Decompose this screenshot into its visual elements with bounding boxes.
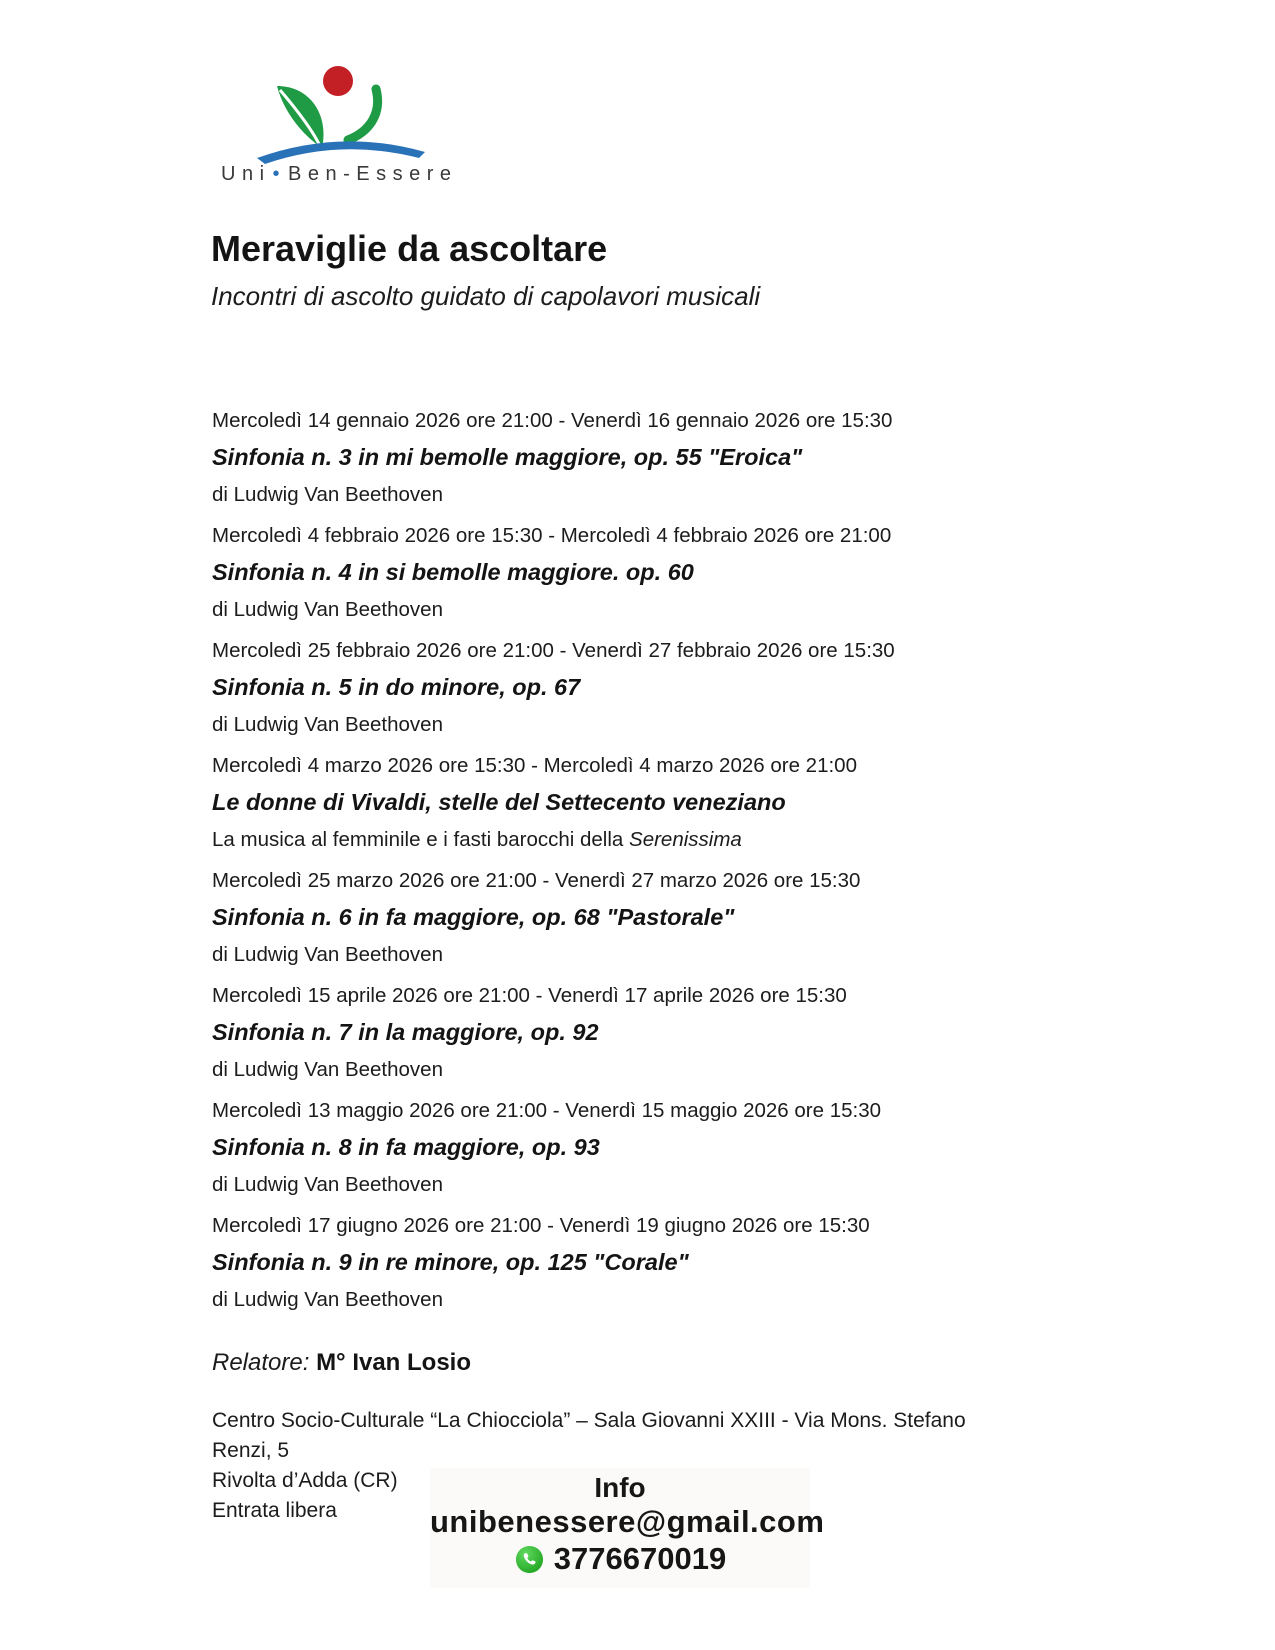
logo-text-uni: Uni <box>221 163 271 185</box>
event-title: Sinfonia n. 3 in mi bemolle maggiore, op. 55 "Eroica" <box>212 444 803 470</box>
venue-admission: Entrata libera <box>212 1499 337 1522</box>
event-title: Sinfonia n. 8 in fa maggiore, op. 93 <box>212 1134 600 1160</box>
page-subtitle: Incontri di ascolto guidato di capolavori musicali <box>211 281 761 311</box>
event-item <box>212 747 1062 858</box>
event-title: Sinfonia n. 6 in fa maggiore, op. 68 "Pastorale" <box>212 904 735 930</box>
event-date: Mercoledì 13 maggio 2026 ore 21:00 - Venerdì 15 maggio 2026 ore 15:30 <box>212 1099 881 1122</box>
info-heading: Info <box>594 1472 646 1503</box>
event-date: Mercoledì 4 febbraio 2026 ore 15:30 - Mercoledì 4 febbraio 2026 ore 21:00 <box>212 524 892 547</box>
event-title: Sinfonia n. 9 in re minore, op. 125 "Corale" <box>212 1249 689 1275</box>
event-note <box>212 1051 1062 1088</box>
event-item <box>212 977 1062 1088</box>
event-title: Sinfonia n. 7 in la maggiore, op. 92 <box>212 1019 599 1045</box>
page-title: Meraviglie da ascoltare <box>211 228 608 269</box>
event-note-text: di Ludwig Van Beethoven <box>212 713 443 736</box>
event-date: Mercoledì 17 giugno 2026 ore 21:00 - Venerdì 19 giugno 2026 ore 15:30 <box>212 1214 870 1237</box>
event-item <box>212 632 1062 743</box>
event-note <box>212 591 1062 628</box>
info-email: unibenessere@gmail.com <box>430 1504 825 1539</box>
logo-horizon-swoosh <box>257 141 425 164</box>
speaker-line <box>212 1347 471 1379</box>
logo-sun-shape <box>323 66 353 96</box>
event-list <box>212 402 1062 1322</box>
event-title: Sinfonia n. 4 in si bemolle maggiore. op. 60 <box>212 559 694 585</box>
info-phone-line <box>430 1540 810 1578</box>
event-item <box>212 1207 1062 1318</box>
event-note <box>212 821 1062 858</box>
event-item <box>212 862 1062 973</box>
logo-sprout-shape <box>348 89 378 140</box>
event-item <box>212 1092 1062 1203</box>
event-note-text: di Ludwig Van Beethoven <box>212 1173 443 1196</box>
speaker-name: M° Ivan Losio <box>316 1349 472 1376</box>
event-note <box>212 936 1062 973</box>
event-note-text: di Ludwig Van Beethoven <box>212 943 443 966</box>
event-note-emphasis: Serenissima <box>629 828 742 851</box>
event-item <box>212 402 1062 513</box>
whatsapp-icon <box>514 1544 545 1575</box>
event-date: Mercoledì 25 marzo 2026 ore 21:00 - Venerdì 27 marzo 2026 ore 15:30 <box>212 869 861 892</box>
venue-city: Rivolta d’Adda (CR) <box>212 1469 398 1492</box>
event-date: Mercoledì 4 marzo 2026 ore 15:30 - Mercoledì 4 marzo 2026 ore 21:00 <box>212 754 857 777</box>
event-note <box>212 1166 1062 1203</box>
event-note-text: di Ludwig Van Beethoven <box>212 1058 443 1081</box>
venue-address: Centro Socio-Culturale “La Chiocciola” – Sala Giovanni XXIII - Via Mons. Stefano Renzi, 5 <box>212 1409 966 1462</box>
event-title: Sinfonia n. 5 in do minore, op. 67 <box>212 674 581 700</box>
event-title: Le donne di Vivaldi, stelle del Settecento veneziano <box>212 789 786 815</box>
event-note <box>212 1281 1062 1318</box>
event-note-text: di Ludwig Van Beethoven <box>212 483 443 506</box>
event-note <box>212 706 1062 743</box>
info-block <box>430 1468 825 1588</box>
event-note <box>212 476 1062 513</box>
event-note-text: La musica al femminile e i fasti barocchi della <box>212 828 630 851</box>
info-phone-number: 3776670019 <box>553 1541 727 1576</box>
logo-dot: • <box>272 163 287 185</box>
event-date: Mercoledì 25 febbraio 2026 ore 21:00 - Venerdì 27 febbraio 2026 ore 15:30 <box>212 639 895 662</box>
event-note-text: di Ludwig Van Beethoven <box>212 598 443 621</box>
speaker-label: Relatore: <box>212 1349 310 1376</box>
unibenessere-logo-icon <box>253 54 468 164</box>
event-note-text: di Ludwig Van Beethoven <box>212 1288 443 1311</box>
event-date: Mercoledì 14 gennaio 2026 ore 21:00 - Venerdì 16 gennaio 2026 ore 15:30 <box>212 409 893 432</box>
logo-text-benessere: Ben-Essere <box>288 163 458 185</box>
event-date: Mercoledì 15 aprile 2026 ore 21:00 - Venerdì 17 aprile 2026 ore 15:30 <box>212 984 847 1007</box>
logo-wordmark <box>221 163 458 186</box>
event-item <box>212 517 1062 628</box>
